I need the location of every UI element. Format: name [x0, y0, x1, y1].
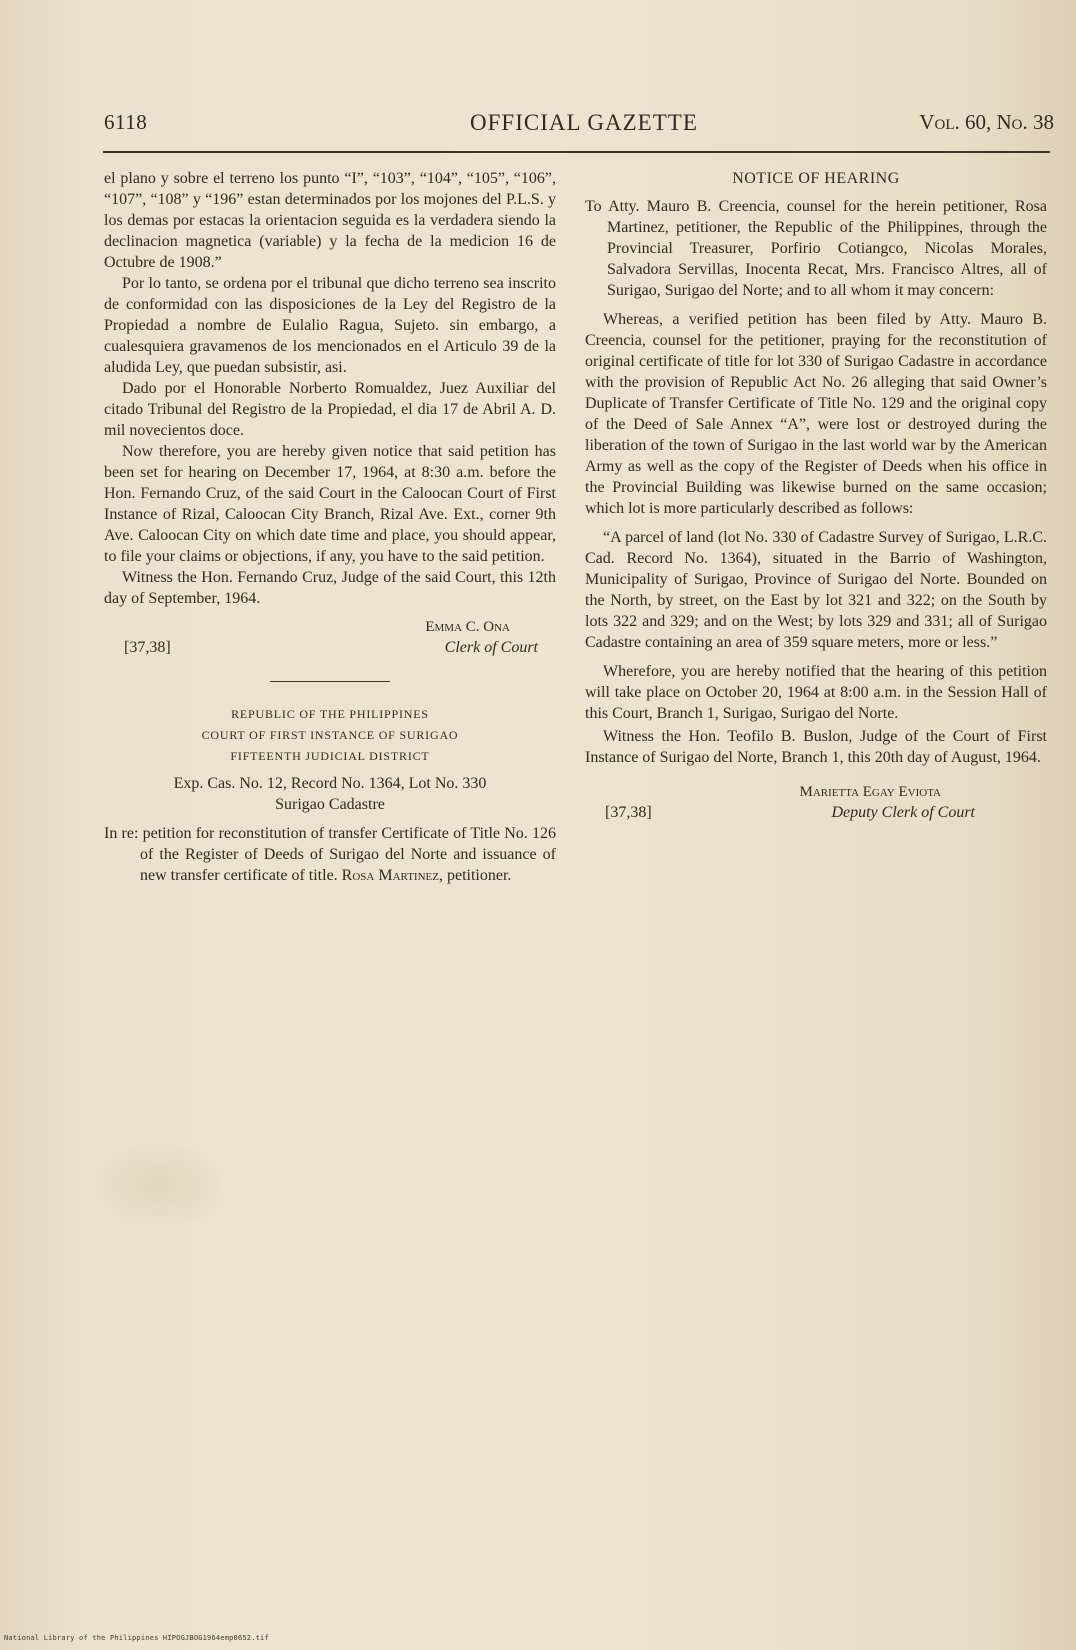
petitioner-name: Rosa Martinez,	[341, 867, 443, 884]
paper-stain	[88, 1140, 228, 1230]
in-re-end: petitioner.	[446, 867, 512, 884]
paragraph: Whereas, a verified petition has been filed by Atty. Mauro B. Creencia, counsel for the petitioner, praying for the reconstitution of original certificate of title for lot 330 of Surigao Cadastre in accordance with the provision of Republic Act No. 26 alleging that said Owner’s Duplicate of Transfer Certificate of Title No. 129 and the original copy of the Deed of Sale Annex “A”, were lost or destroyed during the liberation of the town of Surigao in the last world war by the American Army as well as the copy of the Register of Deeds when his office in the Provincial Building was likewise burned on the same occasion; which lot is more particularly described as follows:	[585, 311, 1047, 517]
land-description: “A parcel of land (lot No. 330 of Cadastre Survey of Surigao, L.R.C. Cad. Record No. 1364), situated in the Barrio of Washington, Municipality of Surigao, Province of Surigao del Norte. Bounded on the North, by street, on the East by lot 321 and 322; on the South by lots 322 and 329; and on the West; by lots 329 and 331; all of Surigao Cadastre containing an area of 359 square meters, more or less.”	[585, 529, 1047, 651]
paragraph: Now therefore, you are hereby given notice that said petition has been set for hearing on December 17, 1964, at 8:30 a.m. before the Hon. Fernando Cruz, of the said Court in the Caloocan Court of First Instance of Rizal, Caloocan City Branch, Rizal Ave. Ext., corner 9th Ave. Caloocan City on which date time and place, you should appear, to file your claims or objections, if any, you have to the said petition.	[104, 443, 556, 565]
notice-heading: NOTICE OF HEARING	[732, 170, 900, 187]
paragraph: Wherefore, you are hereby notified that the hearing of this petition will take place on October 20, 1964 at 8:00 a.m. in the Session Hall of this Court, Branch 1, Surigao, Surigao del Norte.	[585, 663, 1047, 722]
case-cadastre: Surigao Cadastre	[275, 796, 385, 813]
paragraph: el plano y sobre el terreno los punto “I”, “103”, “104”, “105”, “106”, “107”, “108” y “196” estan determinados por los mojones del P.L.S. y los demas por estacas la orientacion seguida es la verdadera siendo la declinacion magnetica (variable) y la fecha de la medicion 16 de Octubre de 1908.”	[104, 170, 556, 271]
paragraph: Por lo tanto, se ordena por el tribunal que dicho terreno sea inscrito de conformidad con las disposiciones de la Ley del Registro de la Propiedad a nombre de Eulalio Ragua, Sujeto. sin embargo, a cualesquiera gravamenos de los mencionados en el Articulo 39 de la aludida Ley, que puedan subsistir, asi.	[104, 275, 556, 376]
left-column	[104, 168, 556, 886]
page-number: 6118	[104, 110, 148, 134]
volume-number: Vol. 60, No. 38	[919, 110, 1054, 134]
court-heading-line: COURT OF FIRST INSTANCE OF SURIGAO	[201, 728, 459, 742]
signature-row	[104, 637, 556, 661]
page-header	[104, 110, 1054, 142]
signer-name: Emma C. Ona	[425, 619, 510, 635]
scan-footer: National Library of the Philippines HIPOGJBOG1964emp0652.tif	[4, 1634, 269, 1642]
publication-title: OFFICIAL GAZETTE	[470, 110, 698, 135]
court-heading-line: FIFTEENTH JUDICIAL DISTRICT	[230, 749, 430, 763]
court-heading-line: REPUBLIC OF THE PHILIPPINES	[231, 707, 429, 721]
signer-title: Deputy Clerk of Court	[831, 804, 975, 821]
paragraph: Witness the Hon. Fernando Cruz, Judge of the said Court, this 12th day of September, 1964.	[104, 569, 556, 607]
case-number: Exp. Cas. No. 12, Record No. 1364, Lot No. 330	[173, 775, 487, 792]
right-column	[585, 168, 1047, 826]
signer-title: Clerk of Court	[444, 639, 538, 656]
paragraph: Dado por el Honorable Norberto Romualdez, Juez Auxiliar del citado Tribunal del Registro de la Propiedad, el dia 17 de Abril A. D. mil novecientos doce.	[104, 380, 556, 439]
addressee-paragraph: To Atty. Mauro B. Creencia, counsel for the herein petitioner, Rosa Martinez, petitioner, the Republic of the Philippines, through the Provincial Treasurer, Porfirio Cotiangco, Nicolas Morales, Salvadora Servillas, Inocenta Recat, Mrs. Francisco Altres, all of Surigao, Surigao del Norte; and to all whom it may concern:	[585, 198, 1047, 299]
paragraph: Witness the Hon. Teofilo B. Buslon, Judge of the Court of First Instance of Surigao del Norte, Branch 1, this 20th day of August, 1964.	[585, 728, 1047, 766]
signature-row	[585, 802, 1047, 826]
header-rule	[103, 151, 1050, 153]
section-divider	[270, 681, 390, 682]
in-re-paragraph	[104, 823, 556, 886]
signer-name: Marietta Egay Eviota	[799, 784, 941, 800]
signer-reference: [37,38]	[124, 639, 171, 656]
signer-reference: [37,38]	[605, 804, 652, 821]
in-re-text: In re: petition for reconstitution of transfer Certificate of Title No. 126 of the Register of Deeds of Surigao del Norte and issuance of new transfer certificate of title.	[104, 825, 556, 884]
